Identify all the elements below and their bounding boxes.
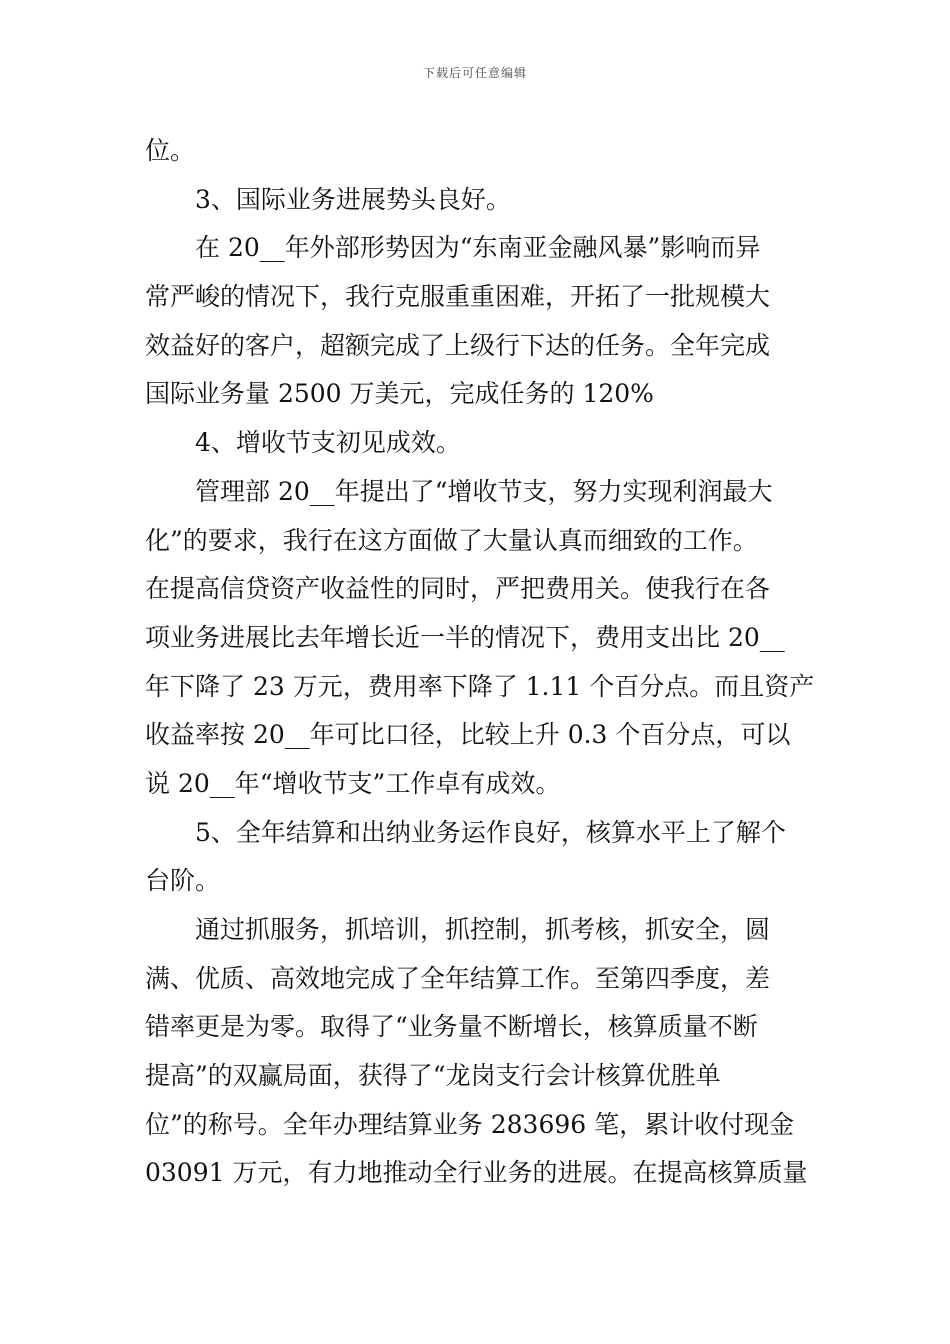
text-line: 位。 bbox=[145, 136, 196, 165]
text-line: 年下降了 23 万元，费用率下降了 1.11 个百分点。而且资产 bbox=[145, 671, 815, 701]
text-line: 国际业务量 2500 万美元，完成任务的 120% bbox=[145, 379, 654, 409]
page-header: 下载后可任意编辑 bbox=[422, 66, 527, 80]
text-line: 管理部 20__年提出了“增收节支，努力实现利润最大 bbox=[195, 476, 773, 506]
text-line: 台阶。 bbox=[145, 866, 221, 896]
text-line: 在提高信贷资产收益性的同时，严把费用关。使我行在各 bbox=[145, 574, 771, 604]
text-line: 位”的称号。全年办理结算业务 283696 笔，累计收付现金 bbox=[145, 1109, 795, 1139]
section-heading: 3、国际业务进展势头良好。 bbox=[195, 184, 511, 214]
text-line: 效益好的客户，超额完成了上级行下达的任务。全年完成 bbox=[145, 330, 771, 360]
text-line: 通过抓服务，抓培训，抓控制，抓考核，抓安全，圆 bbox=[195, 915, 771, 944]
section-heading: 4、增收节支初见成效。 bbox=[195, 428, 461, 458]
text-line: 常严峻的情况下，我行克服重重困难，开拓了一批规模大 bbox=[145, 282, 771, 312]
text-line: 满、优质、高效地完成了全年结算工作。至第四季度，差 bbox=[145, 963, 771, 993]
text-line: 项业务进展比去年增长近一半的情况下，费用支出比 20__ bbox=[145, 622, 785, 652]
document-body bbox=[145, 127, 815, 1198]
text-line: 化”的要求，我行在这方面做了大量认真而细致的工作。 bbox=[145, 525, 758, 555]
section-heading: 5、全年结算和出纳业务运作良好，核算水平上了解个 bbox=[195, 817, 786, 847]
text-line: 收益率按 20__年可比口径，比较上升 0.3 个百分点，可以 bbox=[145, 720, 791, 750]
text-line: 在 20__年外部形势因为“东南亚金融风暴”影响而异 bbox=[195, 233, 761, 263]
text-line: 提高”的双赢局面，获得了“龙岗支行会计核算优胜单 bbox=[145, 1061, 721, 1091]
text-line: 03091 万元，有力地推动全行业务的进展。在提高核算质量 bbox=[145, 1158, 808, 1188]
text-line: 错率更是为零。取得了“业务量不断增长，核算质量不断 bbox=[145, 1012, 758, 1042]
text-line: 说 20__年“增收节支”工作卓有成效。 bbox=[145, 768, 561, 798]
